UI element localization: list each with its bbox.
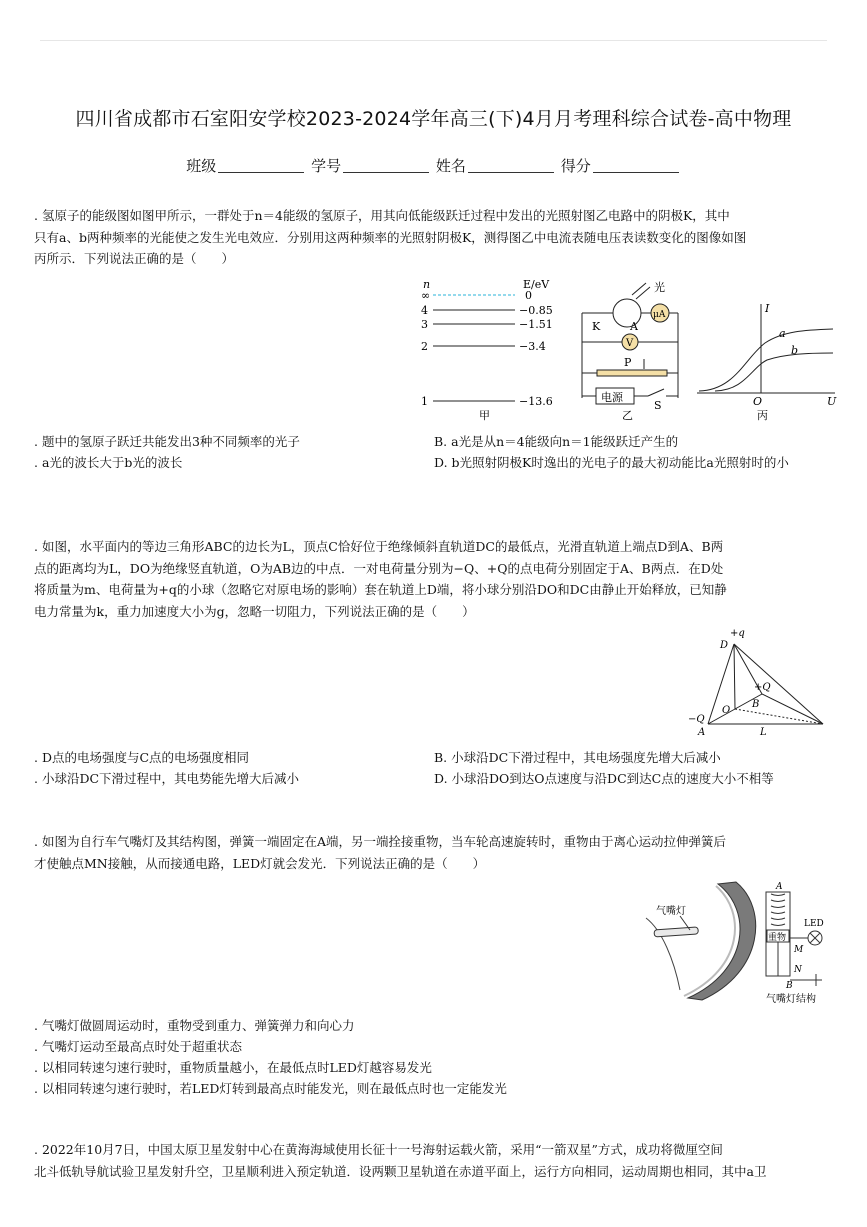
q1-figure-iu-graph — [695, 298, 835, 423]
point-a: A — [698, 727, 706, 738]
curve-b — [715, 353, 833, 391]
q1-option-d[interactable]: D. b光照射阴极K时逸出的光电子的最大初动能比a光照射时的小 — [434, 455, 789, 470]
page-title: 四川省成都市石室阳安学校2023-2024学年高三(下)4月月考理科综合试卷-高中物理 — [75, 108, 792, 130]
q2-stem — [34, 536, 834, 622]
edge-dc — [734, 644, 823, 724]
q3-figure-valve-light — [640, 880, 830, 1008]
point-b: B — [752, 699, 760, 710]
q3-stem — [34, 831, 834, 874]
q2-line: 点的距离均为L，DO为绝缘竖直轨道，O为AB边的中点．一对电荷量分别为−Q、+Q的点电荷分别固定于A、B两点．在D处 — [34, 560, 724, 576]
q2-option-c[interactable]: . 小球沿DC下滑过程中，其电势能先增大后减小 — [34, 771, 300, 786]
student-info-row — [0, 155, 867, 176]
voltmeter-label: V — [626, 338, 634, 349]
u-axis-label: U — [827, 395, 837, 408]
q3-line: 才使触点MN接触，从而接通电路，LED灯就会发光．下列说法正确的是（ ） — [34, 855, 486, 871]
q2-figure-triangle — [686, 624, 831, 739]
edge-do — [734, 644, 735, 709]
edge-bc — [762, 694, 823, 724]
rheostat — [597, 370, 667, 376]
curve-b-label: b — [791, 344, 799, 357]
lamp-label: 气嘴灯 — [656, 906, 686, 917]
id-label: 学号 — [311, 157, 342, 175]
figure-caption: 气嘴灯结构 — [766, 994, 816, 1005]
origin-label: O — [753, 395, 763, 408]
class-blank[interactable] — [218, 158, 304, 173]
q2-option-a[interactable]: . D点的电场强度与C点的电场强度相同 — [34, 750, 250, 765]
level-e: 0 — [525, 289, 532, 302]
q3-option-b[interactable]: . 气嘴灯运动至最高点时处于超重状态 — [34, 1039, 242, 1054]
name-blank[interactable] — [468, 158, 554, 173]
class-label: 班级 — [186, 157, 217, 175]
charge-plus-q: +q — [730, 628, 745, 639]
charge-plus-q-big: +Q — [754, 682, 771, 693]
q4-stem — [34, 1139, 834, 1182]
point-a: A — [776, 882, 783, 892]
score-label: 得分 — [560, 157, 591, 175]
charge-minus-q: −Q — [688, 714, 705, 725]
figure-caption: 丙 — [757, 409, 768, 422]
q1-figure-circuit — [572, 275, 687, 423]
figure-caption: 甲 — [479, 409, 490, 422]
spring — [771, 894, 785, 926]
point-o: O — [722, 705, 731, 716]
i-axis-label: I — [765, 302, 770, 315]
q2-option-d[interactable]: D. 小球沿DO到达O点速度与沿DC到达C点的速度大小不相等 — [434, 771, 774, 786]
contact-n: N — [794, 965, 802, 975]
q4-line: 北斗低轨导航试验卫星发射升空，卫星顺利进入预定轨道．设两颗卫星轨道在赤道平面上，运行方向相同，运动周期也相同，其中a卫 — [34, 1163, 767, 1179]
contact-m: M — [794, 945, 804, 955]
q4-line: . 2022年10月7日，中国太原卫星发射中心在黄海海域使用长征十一号海射运载火箭，采用“一箭双星”方式，成功将微厘空间 — [34, 1142, 723, 1157]
q3-option-a[interactable]: . 气嘴灯做圆周运动时，重物受到重力、弹簧弹力和向心力 — [34, 1018, 355, 1033]
level-e: −0.85 — [519, 304, 553, 317]
light-label: 光 — [654, 281, 665, 294]
q2-line: 将质量为m、电荷量为+q的小球（忽略它对原电场的影响）套在轨道上D端，将小球分别沿DO和DC由静止开始释放，已知静 — [34, 582, 727, 597]
level-n: 1 — [421, 395, 428, 408]
q1-stem — [34, 205, 834, 270]
q1-figure-energy-levels — [415, 275, 565, 423]
q3-option-c[interactable]: . 以相同转速匀速行驶时，重物质量越小，在最低点时LED灯越容易发光 — [34, 1060, 432, 1075]
ammeter-label: μA — [653, 310, 666, 320]
q1-line: 丙所示．下列说法正确的是（ ） — [34, 251, 235, 266]
e-axis-label: E/eV — [523, 278, 550, 291]
level-e: −1.51 — [519, 318, 553, 331]
wheel-rim — [688, 882, 756, 1000]
side-l: L — [760, 727, 767, 738]
q2-line: 电力常量为k，重力加速度大小为g，忽略一切阻力，下列说法正确的是（ ） — [34, 603, 475, 619]
valve-light — [654, 927, 698, 937]
level-n: 2 — [421, 340, 428, 353]
point-d: D — [720, 640, 729, 651]
id-blank[interactable] — [343, 158, 429, 173]
cathode-label: K — [592, 320, 601, 333]
top-rule — [40, 40, 827, 41]
switch-label: S — [654, 399, 662, 412]
level-n: 3 — [421, 318, 428, 331]
weight-label: 重物 — [768, 933, 787, 943]
q1-line: 只有a、b两种频率的光能使之发生光电效应．分别用这两种频率的光照射阴极K，测得图乙中电流表随电压表读数变化的图像如图 — [34, 229, 747, 245]
anode-label: A — [630, 320, 638, 333]
level-e: −3.4 — [519, 340, 546, 353]
switch — [648, 389, 664, 396]
q1-option-b[interactable]: B. a光是从n＝4能级向n＝1能级跃迁产生的 — [434, 434, 679, 449]
level-n: 4 — [421, 304, 428, 317]
score-blank[interactable] — [593, 158, 679, 173]
point-b: B — [786, 981, 793, 991]
q1-line: . 氢原子的能级图如图甲所示，一群处于n＝4能级的氢原子，用其向低能级跃迁过程中发出的光照射图乙电路中的阴极K，其中 — [34, 208, 730, 223]
level-e: −13.6 — [519, 395, 553, 408]
light-arrow — [632, 283, 646, 295]
led-label: LED — [804, 919, 824, 929]
figure-caption: 乙 — [622, 409, 633, 422]
q1-option-a[interactable]: . 题中的氢原子跃迁共能发出3种不同频率的光子 — [34, 434, 300, 449]
q2-option-b[interactable]: B. 小球沿DC下滑过程中，其电场强度先增大后减小 — [434, 750, 721, 765]
name-label: 姓名 — [435, 157, 466, 175]
q1-option-c[interactable]: . a光的波长大于b光的波长 — [34, 455, 183, 470]
slider-label: P — [624, 356, 632, 369]
q3-line: . 如图为自行车气嘴灯及其结构图，弹簧一端固定在A端，另一端拴接重物，当车轮高速旋转时，重物由于离心运动拉伸弹簧后 — [34, 834, 726, 849]
edge-oc — [735, 709, 823, 724]
level-n: ∞ — [421, 289, 431, 302]
source-label: 电源 — [601, 391, 623, 404]
light-arrow — [636, 287, 650, 299]
q3-option-d[interactable]: . 以相同转速匀速行驶时，若LED灯转到最高点时能发光，则在最低点时也一定能发光 — [34, 1081, 507, 1096]
n-axis-label: n — [423, 278, 431, 291]
curve-a-label: a — [779, 327, 786, 340]
q2-line: . 如图，水平面内的等边三角形ABC的边长为L，顶点C恰好位于绝缘倾斜直轨道DC的最低点，光滑直轨道上端点D到A、B两 — [34, 539, 724, 554]
